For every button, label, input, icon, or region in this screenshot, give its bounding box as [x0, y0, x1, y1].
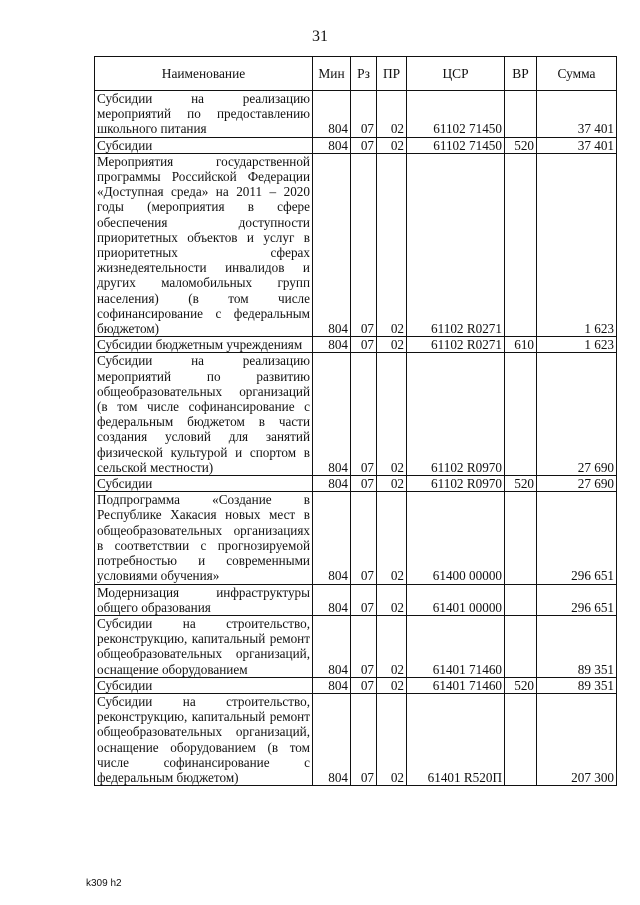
cell-vr — [505, 91, 537, 138]
cell-sum: 89 351 — [537, 677, 617, 693]
cell-name: Подпрограмма «Создание в Республике Хакасия новых мест в общеобразовательных организациях в соответствии с прогнозируемой потребностью и современными условиями обучения» — [95, 492, 313, 584]
cell-vr — [505, 693, 537, 785]
cell-pr: 02 — [377, 677, 407, 693]
page-number: 31 — [312, 28, 328, 45]
table-row — [95, 91, 617, 138]
cell-sum: 207 300 — [537, 693, 617, 785]
table-row — [95, 337, 617, 353]
cell-csr: 61401 R520П — [407, 693, 505, 785]
cell-rz: 07 — [351, 337, 377, 353]
cell-csr: 61102 R0970 — [407, 476, 505, 492]
cell-min: 804 — [313, 337, 351, 353]
cell-pr: 02 — [377, 476, 407, 492]
cell-csr: 61401 71460 — [407, 677, 505, 693]
cell-pr: 02 — [377, 584, 407, 615]
header-sum: Сумма — [537, 57, 617, 91]
cell-rz: 07 — [351, 153, 377, 336]
cell-rz: 07 — [351, 353, 377, 476]
cell-rz: 07 — [351, 91, 377, 138]
cell-name: Субсидии на строительство, реконструкцию, капитальный ремонт общеобразовательных организаций, оснащение оборудованием (в том числе софинансирование с федеральным бюджетом) — [95, 693, 313, 785]
cell-sum: 1 623 — [537, 153, 617, 336]
cell-sum: 37 401 — [537, 137, 617, 153]
header-pr: ПР — [377, 57, 407, 91]
cell-csr: 61102 R0271 — [407, 153, 505, 336]
table-header-row — [95, 57, 617, 91]
cell-sum: 27 690 — [537, 476, 617, 492]
cell-rz: 07 — [351, 492, 377, 584]
cell-sum: 1 623 — [537, 337, 617, 353]
cell-min: 804 — [313, 677, 351, 693]
cell-sum: 89 351 — [537, 615, 617, 677]
table-row — [95, 153, 617, 336]
cell-name: Субсидии на реализацию мероприятий по предоставлению школьного питания — [95, 91, 313, 138]
footer-code: k309 h2 — [86, 878, 122, 889]
cell-sum: 296 651 — [537, 492, 617, 584]
header-rz: Рз — [351, 57, 377, 91]
cell-vr — [505, 615, 537, 677]
cell-csr: 61401 00000 — [407, 584, 505, 615]
cell-name: Субсидии — [95, 677, 313, 693]
cell-pr: 02 — [377, 137, 407, 153]
table-row — [95, 492, 617, 584]
table-row — [95, 615, 617, 677]
cell-name: Субсидии — [95, 476, 313, 492]
cell-name: Мероприятия государственной программы Российской Федерации «Доступная среда» на 2011 – 2020 годы (мероприятия в сфере обеспечения доступности приоритетных объектов и услуг в приоритетных сферах жизнедеятельности инвалидов и других маломобильных групп населения) (в том числе софинансирование с федеральным бюджетом) — [95, 153, 313, 336]
cell-csr: 61102 71450 — [407, 137, 505, 153]
cell-vr: 520 — [505, 476, 537, 492]
cell-name: Субсидии на строительство, реконструкцию, капитальный ремонт общеобразовательных организаций, оснащение оборудованием — [95, 615, 313, 677]
cell-csr: 61400 00000 — [407, 492, 505, 584]
cell-csr: 61102 71450 — [407, 91, 505, 138]
table-row — [95, 584, 617, 615]
cell-name: Субсидии бюджетным учреждениям — [95, 337, 313, 353]
table-row — [95, 677, 617, 693]
cell-min: 804 — [313, 693, 351, 785]
budget-table — [94, 56, 617, 786]
header-csr: ЦСР — [407, 57, 505, 91]
header-name: Наименование — [95, 57, 313, 91]
table-row — [95, 353, 617, 476]
cell-pr: 02 — [377, 353, 407, 476]
cell-vr: 520 — [505, 677, 537, 693]
cell-csr: 61401 71460 — [407, 615, 505, 677]
cell-rz: 07 — [351, 476, 377, 492]
cell-min: 804 — [313, 476, 351, 492]
cell-pr: 02 — [377, 153, 407, 336]
cell-name: Субсидии — [95, 137, 313, 153]
table-row — [95, 137, 617, 153]
cell-min: 804 — [313, 153, 351, 336]
cell-name: Субсидии на реализацию мероприятий по развитию общеобразовательных организаций (в том числе софинансирование с федеральным бюджетом в части создания условий для занятий физической культурой и спортом в сельской местности) — [95, 353, 313, 476]
cell-min: 804 — [313, 353, 351, 476]
cell-vr: 610 — [505, 337, 537, 353]
cell-name: Модернизация инфраструктуры общего образования — [95, 584, 313, 615]
table-row — [95, 476, 617, 492]
cell-min: 804 — [313, 91, 351, 138]
cell-min: 804 — [313, 584, 351, 615]
cell-rz: 07 — [351, 584, 377, 615]
cell-sum: 27 690 — [537, 353, 617, 476]
header-min: Мин — [313, 57, 351, 91]
cell-rz: 07 — [351, 137, 377, 153]
cell-csr: 61102 R0271 — [407, 337, 505, 353]
cell-vr — [505, 492, 537, 584]
cell-pr: 02 — [377, 337, 407, 353]
cell-pr: 02 — [377, 492, 407, 584]
table-row — [95, 693, 617, 785]
cell-rz: 07 — [351, 693, 377, 785]
cell-csr: 61102 R0970 — [407, 353, 505, 476]
cell-pr: 02 — [377, 693, 407, 785]
cell-vr: 520 — [505, 137, 537, 153]
cell-vr — [505, 584, 537, 615]
cell-pr: 02 — [377, 91, 407, 138]
cell-min: 804 — [313, 615, 351, 677]
cell-rz: 07 — [351, 677, 377, 693]
cell-min: 804 — [313, 492, 351, 584]
cell-sum: 37 401 — [537, 91, 617, 138]
cell-vr — [505, 153, 537, 336]
cell-rz: 07 — [351, 615, 377, 677]
header-vr: ВР — [505, 57, 537, 91]
cell-vr — [505, 353, 537, 476]
cell-min: 804 — [313, 137, 351, 153]
cell-pr: 02 — [377, 615, 407, 677]
cell-sum: 296 651 — [537, 584, 617, 615]
